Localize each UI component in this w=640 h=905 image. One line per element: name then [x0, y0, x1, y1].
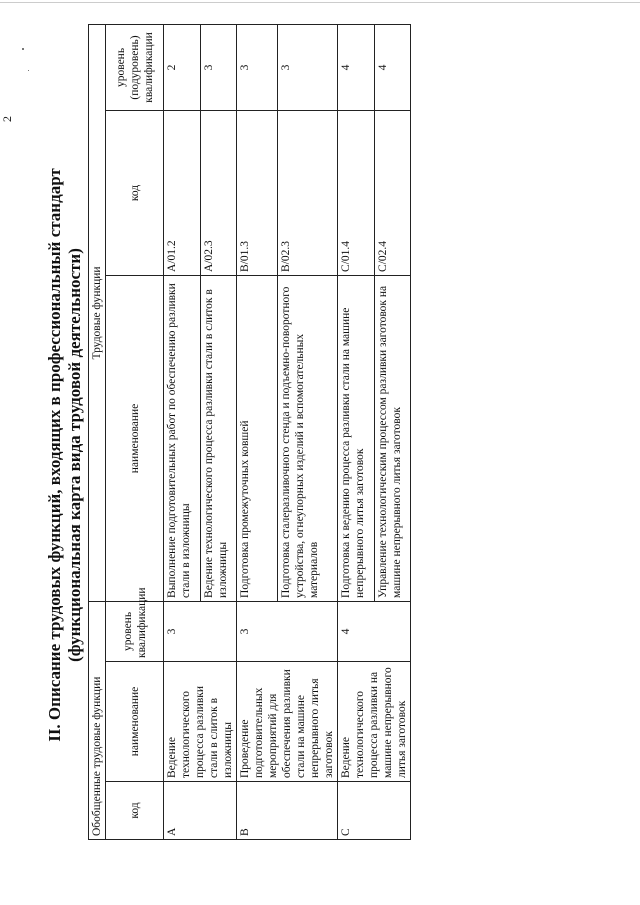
- title-line-2: (функциональная карта вида трудовой деятельности): [65, 248, 84, 662]
- header-sublevel: уровень (подуровень) квалификации: [106, 24, 164, 110]
- gen-level: 3: [237, 601, 338, 661]
- function-code: A/01.2: [164, 110, 201, 275]
- header-function-name: наименование: [106, 275, 164, 601]
- header-name: наименование: [106, 662, 164, 782]
- scan-speck: [22, 48, 24, 50]
- function-name: Ведение технологического процесса разливки стали в слиток в изложницы: [200, 275, 237, 601]
- header-level: уровень квалификации: [106, 601, 164, 661]
- function-code: A/02.3: [200, 110, 237, 275]
- header-generalized: Обобщенные трудовые функции: [89, 601, 106, 839]
- header-row-1: [89, 24, 106, 839]
- gen-name: Ведение технологического процесса разливки стали в слиток в изложницы: [164, 662, 237, 782]
- function-level: 4: [374, 24, 411, 110]
- header-function-code: код: [106, 110, 164, 275]
- gen-code: B: [237, 782, 338, 840]
- gen-code: A: [164, 782, 237, 840]
- function-name: Подготовка промежуточных ковшей: [237, 275, 278, 601]
- function-code: C/02.4: [374, 110, 411, 275]
- title-line-1: II. Описание трудовых функций, входящих в профессиональный стандарт: [45, 168, 64, 742]
- header-row-2: [106, 24, 164, 839]
- gen-name: Проведение подготовительных мероприятий для обеспечения разливки стали на машине непрерывного литья заготовок: [237, 662, 338, 782]
- table-row: [164, 24, 201, 839]
- header-code: код: [106, 782, 164, 840]
- function-name: Выполнение подготовительных работ по обеспечению разливки стали в изложницы: [164, 275, 201, 601]
- gen-code: C: [338, 782, 411, 840]
- functional-map-table: [88, 24, 411, 840]
- function-level: 3: [237, 24, 278, 110]
- function-name: Подготовка к ведению процесса разливки стали на машине непрерывного литья заготовок: [338, 275, 375, 601]
- function-name: Управление технологическим процессом разливки заготовок на машине непрерывного литья заготовок: [374, 275, 411, 601]
- function-code: C/01.4: [338, 110, 375, 275]
- table-row: [237, 24, 278, 839]
- scan-edge-line: [0, 2, 640, 3]
- header-labor: Трудовые функции: [89, 24, 106, 601]
- section-title: [45, 25, 85, 885]
- function-level: 3: [278, 24, 338, 110]
- function-level: 2: [164, 24, 201, 110]
- scan-speck: [28, 70, 29, 71]
- function-code: B/01.3: [237, 110, 278, 275]
- table-row: [338, 24, 375, 839]
- gen-level: 3: [164, 601, 237, 661]
- function-level: 3: [200, 24, 237, 110]
- function-level: 4: [338, 24, 375, 110]
- page-number: 2: [0, 116, 14, 122]
- gen-level: 4: [338, 601, 411, 661]
- gen-name: Ведение технологического процесса разливки на машине непрерывного литья заготовок: [338, 662, 411, 782]
- function-name: Подготовка сталеразливочного стенда и подъемно-поворотного устройства, огнеупорных изделий и вспомогательных материалов: [278, 275, 338, 601]
- function-code: B/02.3: [278, 110, 338, 275]
- rotated-page-content: [45, 25, 605, 885]
